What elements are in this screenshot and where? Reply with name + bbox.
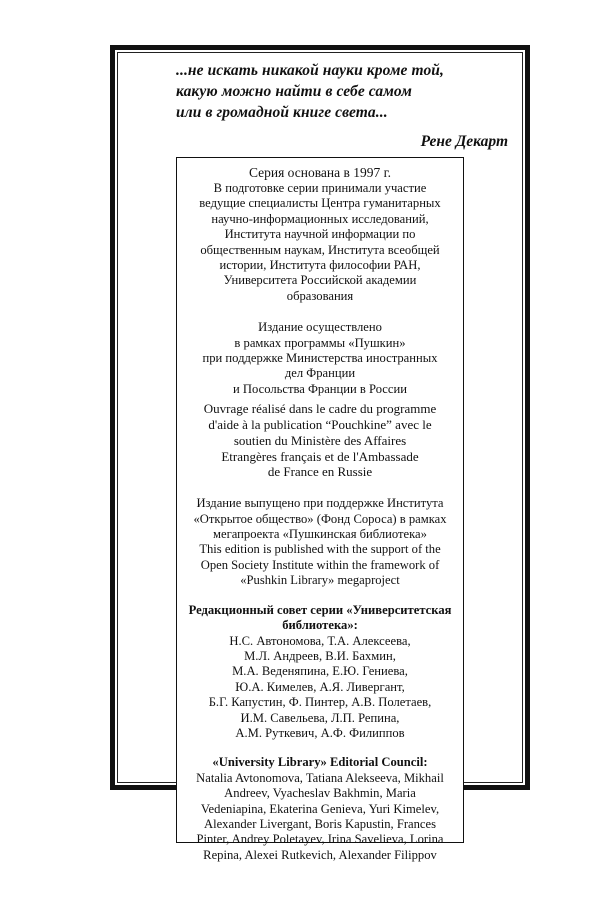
pushkin-ru-line: в рамках программы «Пушкин» [234,335,406,350]
pushkin-fr-line: Etrangères français et de l'Ambassade [221,448,419,464]
open-society-line: Издание выпущено при поддержке Института [196,496,444,511]
open-society-line: «Pushkin Library» megaproject [240,573,400,588]
epigraph-line: какую можно найти в себе самом [176,83,412,100]
participants-line: истории, Института философии РАН, [219,258,421,273]
open-society-line: This edition is published with the support of the [199,542,441,557]
council-en-block [177,755,463,863]
pushkin-fr-line: soutien du Ministère des Affaires [233,432,407,448]
pushkin-fr-line: de France en Russie [267,464,373,480]
series-founded-text: Серия основана в 1997 г. [248,165,392,180]
pushkin-ru-line: при поддержке Министерства иностранных [202,351,438,366]
council-en-member-line: Vedeniapina, Ekaterina Genieva, Yuri Kimelev, [200,801,440,816]
pushkin-fr-line: Ouvrage réalisé dans le cadre du programme [203,401,437,417]
council-en-member-line: Alexander Livergant, Boris Kapustin, Frances [204,816,436,831]
pushkin-ru-line: и Посольства Франции в России [233,381,407,396]
pushkin-fr-line: d'aide à la publication “Pouchkine” avec le [208,417,432,433]
pushkin-ru-line: дел Франции [284,366,356,381]
council-ru-heading: Редакционный совет серии «Университетская [188,602,452,617]
participants-line: В подготовке серии принимали участие [213,181,427,195]
council-en-member-line: Repina, Alexei Rutkevich, Alexander Filippov [203,847,437,862]
open-society-line: мегапроекта «Пушкинская библиотека» [213,527,427,542]
council-ru-heading: библиотека»: [282,618,358,633]
pushkin-ru-line: Издание осуществлено [258,320,382,335]
council-en-member-line: Pinter, Andrey Poletayev, Irina Savelieva, Lorina [196,832,444,847]
council-ru-member-line: Ю.А. Кимелев, А.Я. Ливергант, [235,679,405,694]
epigraph-author: Рене Декарт [420,133,508,150]
open-society-line: «Открытое общество» (Фонд Сороса) в рамках [193,511,447,526]
participants-line: ведущие специалисты Центра гуманитарных [199,196,441,211]
open-society-block [177,496,463,588]
open-society-line: Open Society Institute within the framework of [200,557,440,572]
participants-line: Института научной информации по [224,227,416,242]
council-ru-member-line: М.Л. Андреев, В.И. Бахмин, [244,648,396,663]
participants-line: Университета Российской академии [223,273,417,288]
series-info-box [176,157,464,862]
council-ru-member-line: И.М. Савельева, Л.П. Репина, [240,710,400,725]
council-en-member-line: Natalia Avtonomova, Tatiana Alekseeva, Mikhail [196,770,444,785]
participants-line: общественным наукам, Института всеобщей [200,242,440,257]
council-ru-member-line: Н.С. Автономова, Т.А. Алексеева, [229,633,411,648]
series-founded [177,164,463,181]
participants-line: научно-информационных исследований, [211,211,429,226]
council-ru-member-line: М.А. Веденяпина, Е.Ю. Гениева, [232,664,408,679]
council-ru-block [177,603,463,742]
epigraph-line: или в громадной книге света... [176,104,388,121]
council-ru-member-line: Б.Г. Капустин, Ф. Пинтер, А.В. Полетаев, [208,695,432,710]
council-en-heading: «University Library» Editorial Council: [212,755,428,770]
council-ru-member-line: А.М. Руткевич, А.Ф. Филиппов [235,725,405,740]
council-en-member-line: Andreev, Vyacheslav Bakhmin, Maria [224,786,416,801]
epigraph [176,60,466,123]
participants-line: образования [286,288,354,303]
pushkin-program-ru-block [177,320,463,397]
epigraph-line: ...не искать никакой науки кроме той, [176,62,444,79]
participants-block [177,181,463,304]
pushkin-program-fr-block [177,401,463,480]
